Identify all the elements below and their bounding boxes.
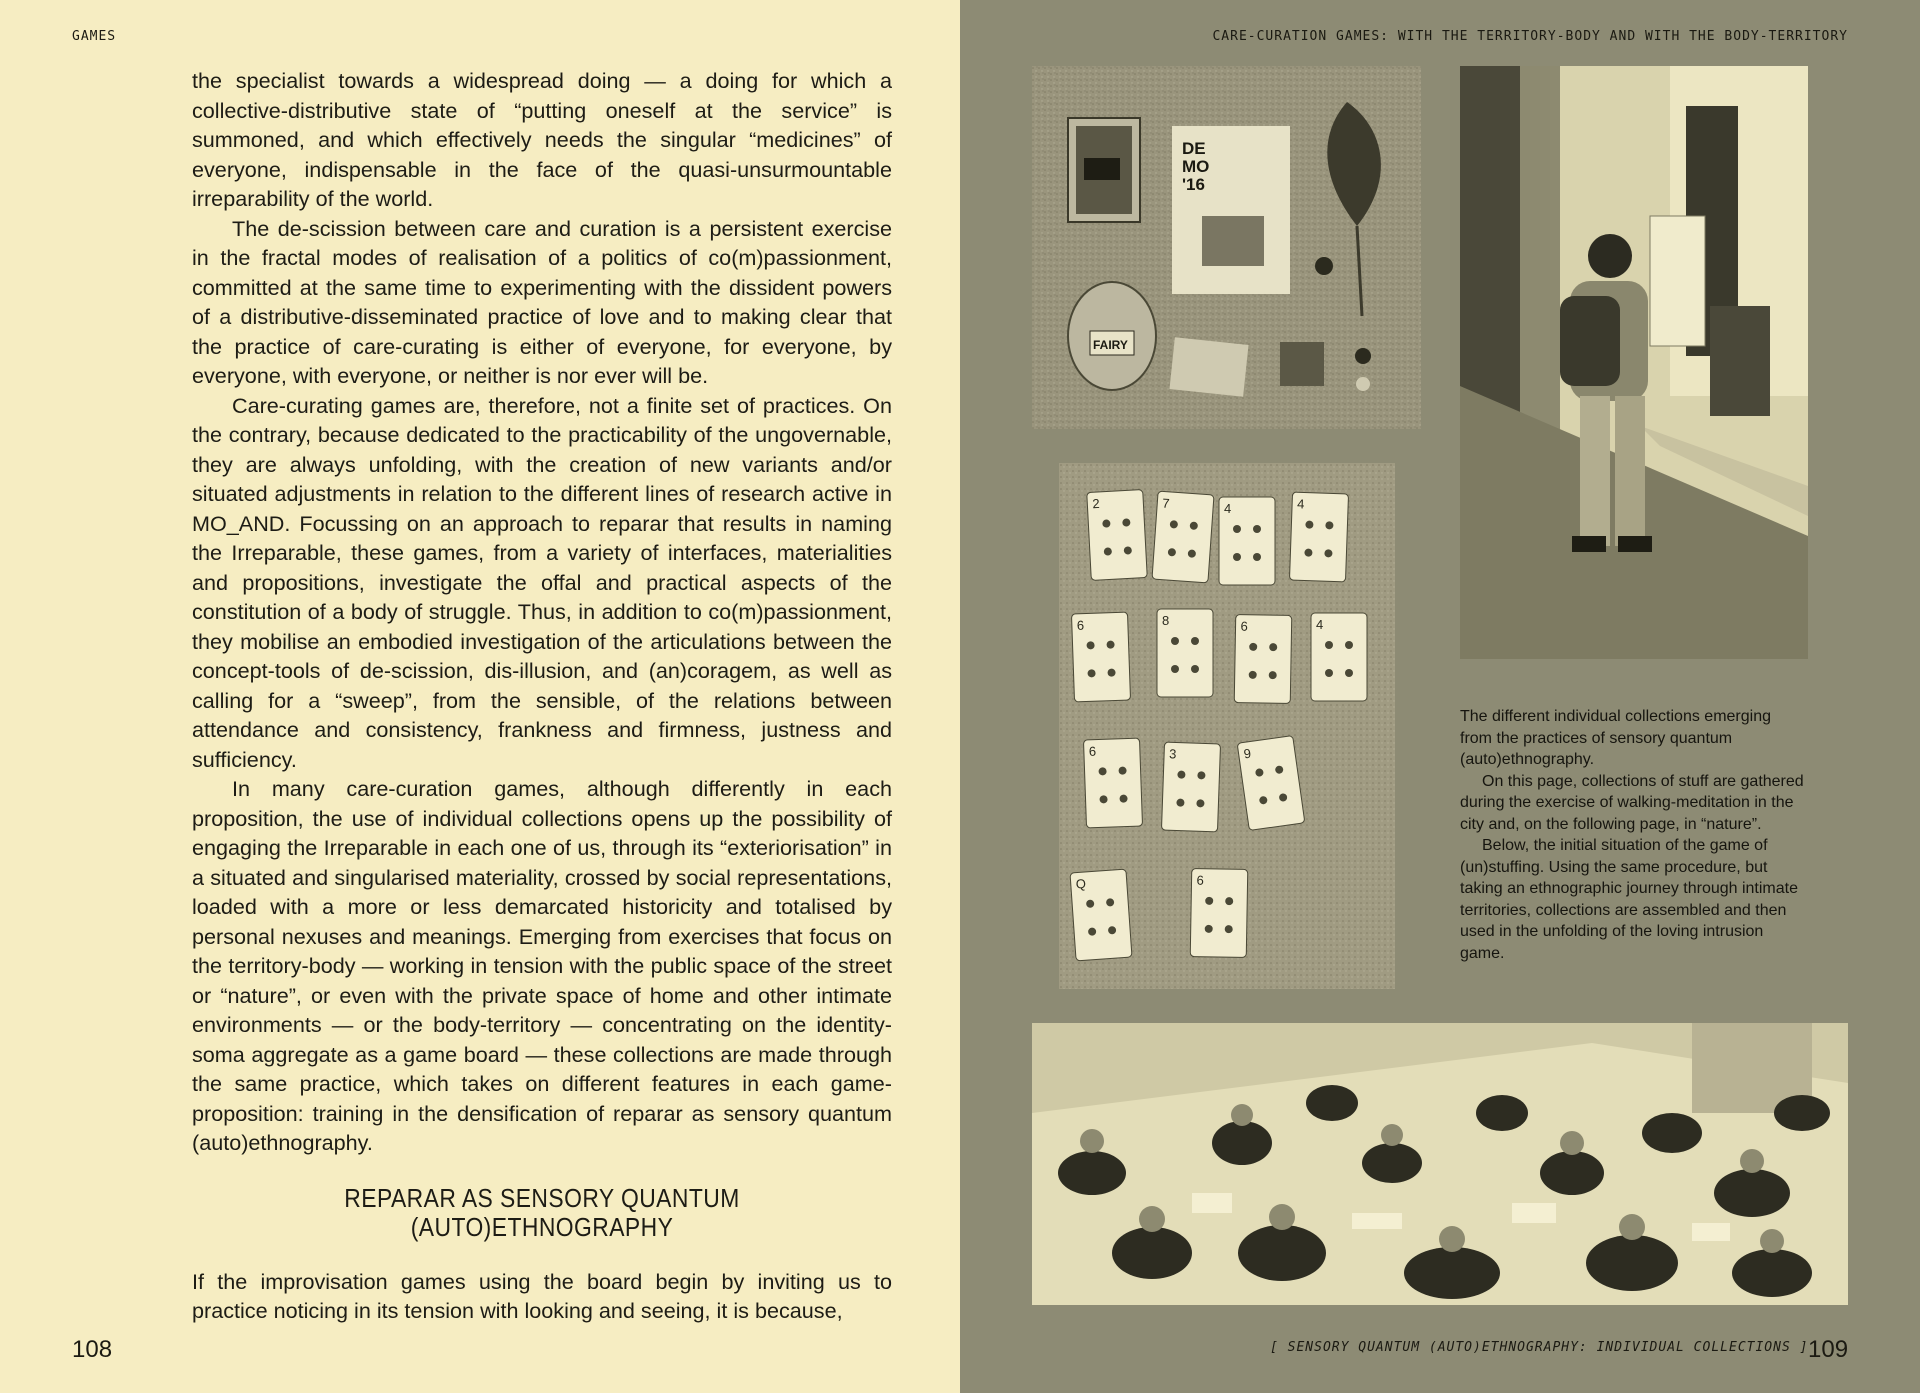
card-rank-label: 9 xyxy=(1242,745,1252,762)
playing-card xyxy=(1161,742,1220,832)
caption-paragraph-3: Below, the initial situation of the game of (un)stuffing. Using the same procedure, but taking an ethnographic journey through intimate territories, collections are assembled and then used in the unfolding of the loving intrusion game. xyxy=(1460,837,1798,962)
right-running-head: CARE-CURATION GAMES: WITH THE TERRITORY-BODY AND WITH THE BODY-TERRITORY xyxy=(1212,29,1848,44)
card-pip xyxy=(1345,641,1353,649)
walking-person-image xyxy=(1460,66,1808,659)
card-rank-label: 6 xyxy=(1076,617,1085,633)
bottle-label: FAIRY xyxy=(1093,338,1128,352)
caption-paragraph-2: On this page, collections of stuff are gathered during the exercise of walking-meditation in the city and, on the following page, in “nature”. xyxy=(1460,772,1804,833)
paragraph-2: The de-scission between care and curation is a persistent exercise in the fractal modes of realisation of a politics of co(m)passionment, committed at the same time to experimenting with the dissident powers of a distributive-disseminated practice of love and to making clear that the practice of care-curating is either of everyone, for everyone, by everyone, with everyone, or neither is nor ever will be. xyxy=(192,215,892,388)
caption-paragraph-1: The different individual collections emerging from the practices of sensory quantum (auto)ethnography. xyxy=(1460,708,1771,768)
left-running-head: GAMES xyxy=(72,29,117,44)
card-rank-label: 2 xyxy=(1091,495,1100,512)
card-rank-label: 8 xyxy=(1162,613,1170,628)
card-pip xyxy=(1171,637,1179,645)
playing-card xyxy=(1237,736,1305,831)
photo-city-collection xyxy=(1032,66,1421,429)
playing-card xyxy=(1157,609,1213,697)
paragraph-4: In many care-curation games, although differently in each proposition, the use of individual collections opens up the possibility of engaging the Irreparable in each one of us, through its “exteriorisation” in a situated and singularised materiality, crossed by social representations, loaded with a more or less demarcated historicity and totalised by personal nexuses and meanings. Emerging from exercises that focus on the territory-body — working in tension with the public space of the street or “nature”, or even with the private space of home and other intimate environments — or the body-territory — concentrating on the identity-soma aggregate as a game board — these collections are made through the same practice, which takes on different features in each game-proposition: training in the densification of reparar as sensory quantum (auto)ethnography. xyxy=(192,776,892,1155)
card-rank-label: 4 xyxy=(1316,617,1324,632)
footer-caption: [ SENSORY QUANTUM (AUTO)ETHNOGRAPHY: INDIVIDUAL COLLECTIONS ] xyxy=(1270,1340,1809,1355)
card-pip xyxy=(1345,669,1353,677)
card-pip xyxy=(1171,665,1179,673)
group-game-image xyxy=(1032,1023,1848,1305)
card-pip xyxy=(1253,525,1261,533)
card-pip xyxy=(1253,553,1261,561)
card-pip xyxy=(1191,665,1199,673)
playing-card xyxy=(1219,497,1275,585)
playing-card xyxy=(1083,738,1142,828)
poster-text-year: '16 xyxy=(1182,175,1205,194)
photo-group-game xyxy=(1032,1023,1848,1305)
playing-card xyxy=(1289,492,1348,582)
left-page-number: 108 xyxy=(72,1336,113,1363)
paragraph-3: Care-curating games are, therefore, not a finite set of practices. On the contrary, because dedicated to the practicability of the ungovernable, they are always unfolding, with the creation of new variants and/or situated adjustments in relation to the different lines of research active in MO_AND. Focussing on an approach to reparar that results in naming the Irreparable, these games, from a variety of interfaces, materialities and propositions, investigate the offal and practical aspects of the constitution of a body of struggle. Thus, in addition to co(m)passionment, they mobilise an embodied investigation of the articulations between the concept-tools of de-scission, dis-illusion, and (an)coragem, as well as calling for a “sweep”, from the sensible, of the relations between attendance and consistency, frankness and firmness, justness and sufficiency. xyxy=(192,392,892,772)
card-rank-label: 3 xyxy=(1168,746,1177,762)
poster-text-mo: MO xyxy=(1182,157,1210,176)
card-pip xyxy=(1233,525,1241,533)
card-rank-label: 6 xyxy=(1196,872,1204,888)
playing-card xyxy=(1087,490,1148,581)
right-page-number: 109 xyxy=(1808,1336,1849,1363)
section-paragraph: If the improvisation games using the board begin by inviting us to practice noticing in its tension with looking and seeing, it is because, xyxy=(192,1268,892,1323)
card-rank-label: 4 xyxy=(1296,496,1305,512)
playing-card xyxy=(1234,615,1292,704)
photo-playing-cards xyxy=(1059,463,1395,989)
playing-card xyxy=(1311,613,1367,701)
card-pip xyxy=(1325,669,1333,677)
card-rank-label: 6 xyxy=(1240,618,1248,634)
playing-card xyxy=(1190,869,1248,958)
card-pip xyxy=(1191,637,1199,645)
card-rank-label: Q xyxy=(1075,875,1087,892)
card-rank-label: 6 xyxy=(1088,743,1097,759)
playing-card xyxy=(1071,612,1130,702)
body-text-column xyxy=(192,66,892,1326)
card-pip xyxy=(1233,553,1241,561)
poster-text-de: DE xyxy=(1182,139,1206,158)
paragraph-1: the specialist towards a widespread doing — a doing for which a collective-distributive state of “putting oneself at the service” is summoned, and which effectively needs the singular “medicines” of everyone, indispensable in the face of the quasi-unsurmountable irreparability of the world. xyxy=(192,68,892,211)
card-rank-label: 4 xyxy=(1224,501,1232,516)
city-collection-image xyxy=(1032,66,1421,429)
section-heading: REPARAR AS SENSORY QUANTUM (AUTO)ETHNOGRAPHY xyxy=(344,1182,740,1242)
playing-card xyxy=(1070,869,1132,961)
playing-cards-image xyxy=(1059,463,1395,989)
photo-walking-person xyxy=(1460,66,1808,659)
card-rank-label: 7 xyxy=(1161,495,1171,511)
photo-caption xyxy=(1460,706,1804,964)
card-pip xyxy=(1325,641,1333,649)
playing-card xyxy=(1152,491,1214,583)
